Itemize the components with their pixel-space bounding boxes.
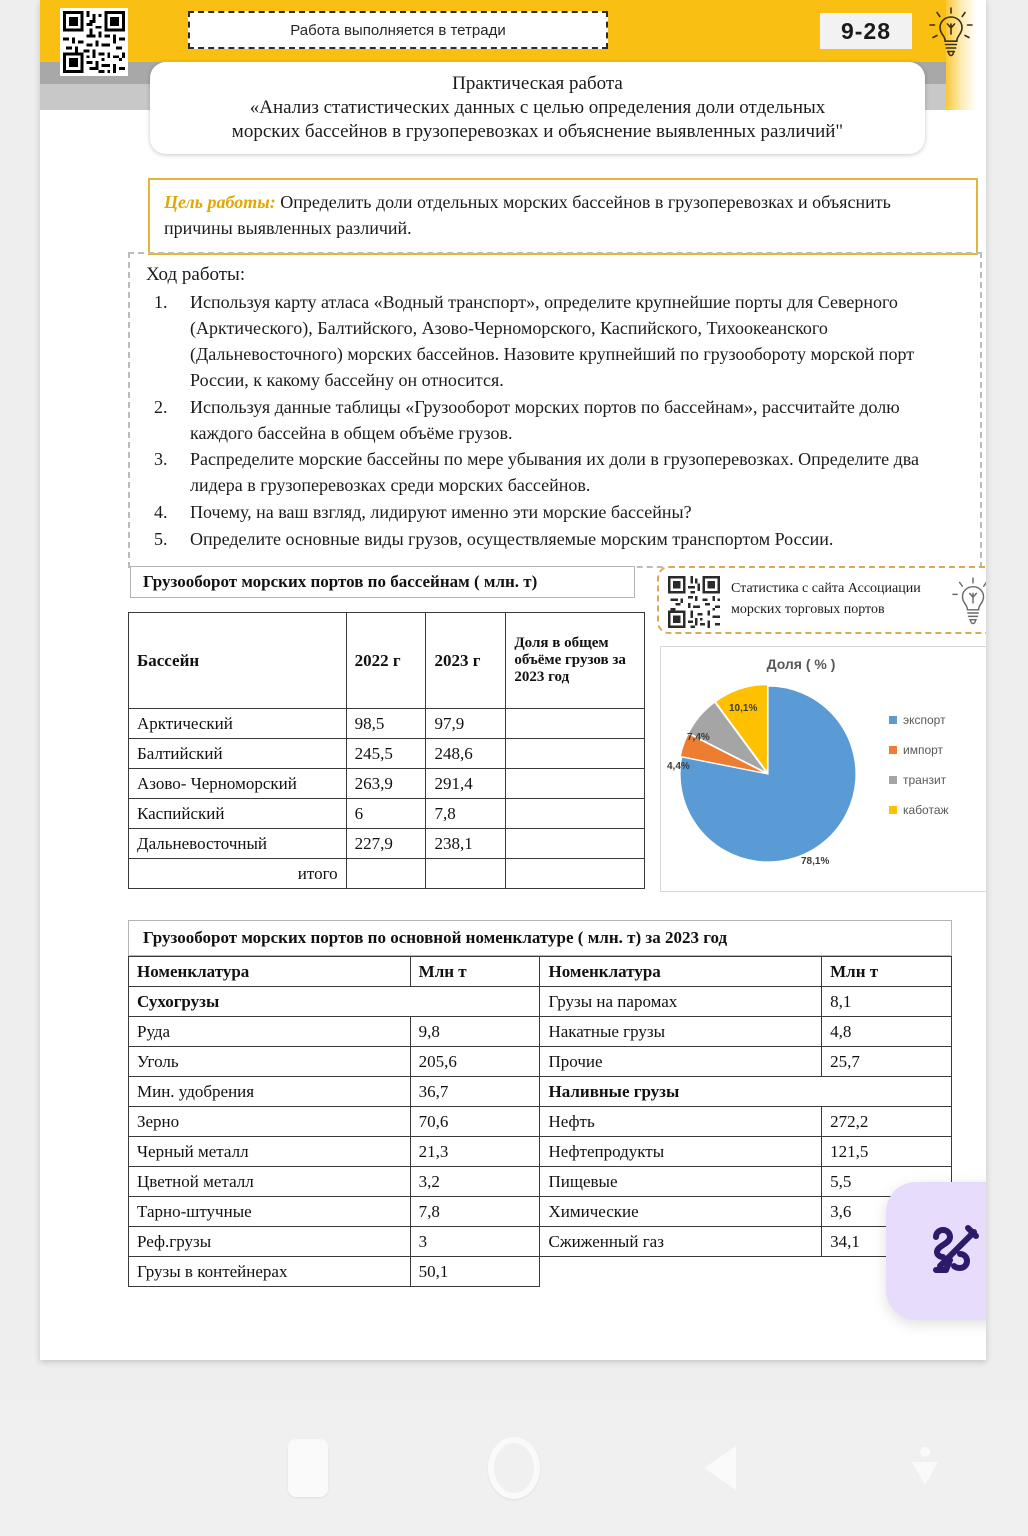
table-row (129, 1227, 952, 1257)
qr-code-icon[interactable] (60, 8, 128, 76)
pie-label-kabotazh: 10,1% (729, 703, 758, 714)
legend-swatch-icon (889, 746, 897, 754)
table-row (129, 709, 645, 739)
basin-name: Балтийский (129, 739, 347, 769)
col-2023: 2023 г (426, 613, 506, 709)
basin-name: Дальневосточный (129, 829, 347, 859)
legend-label: импорт (903, 743, 944, 757)
procedure-item: Распределите морские бассейны по мере убывания их доли в грузоперевозках. Определите два лидера в грузоперевозках среди морских бассейнов. (190, 449, 920, 496)
basin-2023: 238,1 (426, 829, 506, 859)
legend-item-kabotazh[interactable] (889, 795, 981, 825)
legend-label: транзит (903, 773, 947, 787)
pie-label-eksport: 78,1% (801, 856, 830, 867)
nom-right-name: Наливные грузы (540, 1077, 952, 1107)
nom-right-name: Прочие (540, 1047, 822, 1077)
pie-label-tranzit: 7,4% (687, 732, 710, 743)
ai-assist-fab-button[interactable] (886, 1182, 986, 1320)
recents-square-icon (288, 1439, 328, 1497)
nom-left-value: 9,8 (410, 1017, 540, 1047)
col-mln-t-right: Млн т (822, 957, 952, 987)
nom-right-name: Пищевые (540, 1167, 822, 1197)
table-header-row (129, 613, 645, 709)
col-2022: 2022 г (346, 613, 426, 709)
total-share[interactable] (506, 859, 645, 889)
total-2022[interactable] (346, 859, 426, 889)
nomenclature-table (128, 956, 952, 1287)
nav-spacer (0, 1400, 206, 1536)
procedure-list (146, 290, 964, 553)
basin-name: Арктический (129, 709, 347, 739)
goal-text: Определить доли отдельных морских бассейнов в грузоперевозках и объяснить причины выявленных различий. (164, 192, 891, 238)
nom-left-name: Сухогрузы (129, 987, 540, 1017)
source-line-2: морских торговых портов (731, 602, 885, 617)
procedure-item: Определите основные виды грузов, осуществляемые морским транспортом России. (190, 529, 834, 550)
nom-right-name: Грузы на паромах (540, 987, 822, 1017)
nom-left-name: Зерно (129, 1107, 411, 1137)
recents-button[interactable] (206, 1400, 412, 1536)
basin-share[interactable] (506, 829, 645, 859)
chart-title: Доля ( % ) (766, 656, 836, 672)
nom-left-value: 50,1 (410, 1257, 540, 1287)
goal-label: Цель работы: (164, 192, 276, 212)
back-triangle-icon (698, 1442, 742, 1494)
title-line-1: Практическая работа (452, 72, 623, 94)
table-row (129, 829, 645, 859)
basin-2023: 291,4 (426, 769, 506, 799)
home-button[interactable] (411, 1400, 617, 1536)
basin-share[interactable] (506, 709, 645, 739)
source-text (731, 578, 953, 620)
nom-right-name: Нефть (540, 1107, 822, 1137)
keyboard-hide-icon (907, 1443, 943, 1493)
pie-label-import: 4,4% (667, 761, 690, 772)
nom-left-value: 36,7 (410, 1077, 540, 1107)
table-row (129, 1137, 952, 1167)
notebook-note-text: Работа выполняется в тетради (290, 21, 506, 39)
magic-pencil-icon (922, 1218, 986, 1284)
table-row (129, 1167, 952, 1197)
nom-right-value: 5,5 (822, 1167, 952, 1197)
basin-share[interactable] (506, 769, 645, 799)
nom-left-name: Руда (129, 1017, 411, 1047)
title-line-3: морских бассейнов в грузоперевозках и объяснение выявленных различий" (231, 121, 844, 143)
source-attribution-box (657, 566, 986, 634)
lightbulb-icon (928, 6, 974, 60)
legend-item-import[interactable] (889, 735, 981, 765)
basin-2022: 98,5 (346, 709, 426, 739)
legend-swatch-icon (889, 776, 897, 784)
basin-share[interactable] (506, 799, 645, 829)
document-page[interactable] (40, 0, 986, 1360)
android-navigation-bar (0, 1400, 1028, 1536)
nom-left-value: 3,2 (410, 1167, 540, 1197)
legend-swatch-icon (889, 716, 897, 724)
legend-item-eksport[interactable] (889, 705, 981, 735)
goal-box (148, 178, 978, 255)
procedure-item: Почему, на ваш взгляд, лидируют именно эти морские бассейны? (190, 502, 692, 523)
lightbulb-icon (951, 576, 986, 628)
basin-2022: 6 (346, 799, 426, 829)
lesson-code-badge (820, 13, 912, 49)
nom-left-value: 21,3 (410, 1137, 540, 1167)
nom-right-value: 25,7 (822, 1047, 952, 1077)
nom-left-name: Уголь (129, 1047, 411, 1077)
nom-right-name: Накатные грузы (540, 1017, 822, 1047)
practical-work-title-card (150, 62, 925, 154)
nomenclature-caption-text: Грузооборот морских портов по основной номенклатуре ( млн. т) за 2023 год (143, 928, 728, 947)
title-line-2: «Анализ статистических данных с целью определения доли отдельных (249, 96, 826, 118)
nom-left-name: Грузы в контейнерах (129, 1257, 411, 1287)
basin-table-caption-text: Грузооборот морских портов по бассейнам ( млн. т) (143, 572, 538, 591)
total-label: итого (129, 859, 347, 889)
procedure-box (128, 252, 982, 568)
basin-name: Каспийский (129, 799, 347, 829)
procedure-title: Ход работы: (146, 264, 246, 285)
col-share: Доля в общем объёме грузов за 2023 год (506, 613, 645, 709)
nom-right-value: 272,2 (822, 1107, 952, 1137)
col-mln-t-left: Млн т (410, 957, 540, 987)
notebook-note-badge (188, 11, 608, 49)
table-total-row (129, 859, 645, 889)
nom-right-value: 34,1 (822, 1227, 952, 1257)
table-row (129, 799, 645, 829)
basin-2022: 245,5 (346, 739, 426, 769)
table-row (129, 1017, 952, 1047)
table-row (129, 987, 952, 1017)
table-row (129, 739, 645, 769)
basin-table (128, 612, 645, 889)
basin-2022: 263,9 (346, 769, 426, 799)
table-row (129, 1197, 952, 1227)
nom-right-name: Химические (540, 1197, 822, 1227)
basin-share[interactable] (506, 739, 645, 769)
basin-2023: 97,9 (426, 709, 506, 739)
nom-right-name: Нефтепродукты (540, 1137, 822, 1167)
col-nomenclature-left: Номенклатура (129, 957, 411, 987)
lesson-code-text: 9-28 (840, 17, 892, 44)
procedure-item: Используя данные таблицы «Грузооборот морских портов по бассейнам», рассчитайте долю каждого бассейна в общем объёме грузов. (190, 396, 900, 443)
legend-label: экспорт (903, 713, 946, 727)
share-pie-chart (660, 646, 986, 892)
nom-left-value: 3 (410, 1227, 540, 1257)
basin-name: Азово- Черноморский (129, 769, 347, 799)
legend-item-tranzit[interactable] (889, 765, 981, 795)
legend-label: каботаж (903, 803, 949, 817)
table-row (129, 1047, 952, 1077)
col-nomenclature-right: Номенклатура (540, 957, 822, 987)
home-circle-icon (488, 1437, 540, 1499)
nom-left-name: Черный металл (129, 1137, 411, 1167)
nom-right-value: 4,8 (822, 1017, 952, 1047)
pie-canvas (673, 677, 863, 872)
table-row (129, 1257, 952, 1287)
nom-left-value: 205,6 (410, 1047, 540, 1077)
table-header-row (129, 957, 952, 987)
nom-right-name: Сжиженный газ (540, 1227, 822, 1257)
nom-left-value: 7,8 (410, 1197, 540, 1227)
nom-left-name: Цветной металл (129, 1167, 411, 1197)
legend-swatch-icon (889, 806, 897, 814)
nom-right-name (540, 1257, 822, 1287)
nom-left-value: 70,6 (410, 1107, 540, 1137)
table-row (129, 1107, 952, 1137)
basin-2022: 227,9 (346, 829, 426, 859)
basin-2023: 7,8 (426, 799, 506, 829)
nom-left-name: Мин. удобрения (129, 1077, 411, 1107)
procedure-item: Используя карту атласа «Водный транспорт», определите крупнейшие порты для Северного (Арктического), Балтийского, Азово-Черноморского, Каспийского, Тихоокеанского (Дальневосточного) морских бассейнов. Назовите крупнейший по грузообороту морской порт России, к какому бассейну он относится. (190, 292, 915, 390)
nom-left-name: Тарно-штучные (129, 1197, 411, 1227)
nom-left-name: Реф.грузы (129, 1227, 411, 1257)
nom-right-value: 121,5 (822, 1137, 952, 1167)
col-basin: Бассейн (129, 613, 347, 709)
back-button[interactable] (617, 1400, 823, 1536)
table-row (129, 769, 645, 799)
basin-2023: 248,6 (426, 739, 506, 769)
basin-table-caption (130, 566, 635, 598)
nom-right-value: 3,6 (822, 1197, 952, 1227)
chart-legend (889, 705, 981, 825)
keyboard-hide-button[interactable] (822, 1400, 1028, 1536)
total-2023[interactable] (426, 859, 506, 889)
source-line-1: Статистика с сайта Ассоциации (731, 581, 921, 596)
nom-right-value: 8,1 (822, 987, 952, 1017)
nomenclature-table-caption (128, 920, 952, 956)
table-row (129, 1077, 952, 1107)
qr-code-icon[interactable] (665, 573, 723, 631)
